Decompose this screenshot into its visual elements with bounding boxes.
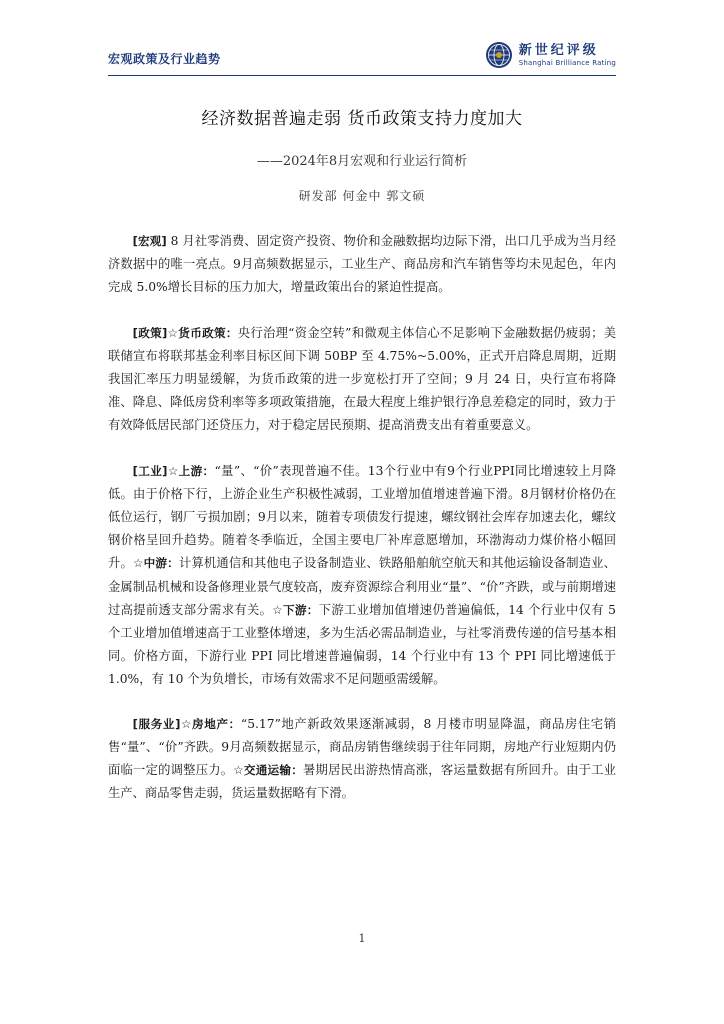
- subsection-tag-upstream: ☆上游：: [167, 463, 215, 478]
- subsection-tag-real-estate: ☆房地产：: [180, 716, 241, 731]
- subsection-tag-transport: ☆交通运输：: [233, 763, 304, 778]
- logo-text: [519, 44, 616, 67]
- document-body: [108, 230, 616, 828]
- paragraph-policy: [108, 322, 616, 438]
- globe-logo-icon: [485, 41, 513, 69]
- subsection-tag-midstream: ☆中游：: [132, 556, 179, 571]
- subsection-tag-downstream: ☆下游：: [272, 602, 319, 617]
- header-divider: [108, 75, 616, 76]
- paragraph-text: 下游工业增加值增速仍普遍偏低，14 个行业中仅有 5 个工业增加值增速高于工业整体增速，多为生活必需品制造业，与社零消费传递的信号基本相同。价格方面，下游行业 PPI 同比增速普遍偏弱，14 个行业中有 13 个 PPI 同比增速低于 1.0%，有 10 个为负增长，市场有效需求不足问题亟需缓解。: [108, 602, 616, 687]
- paragraph-text: 央行治理“资金空转”和微观主体信心不足影响下金融数据仍疲弱；美联储宣布将联邦基金利率目标区间下调 50BP 至 4.75%~5.00%，正式开启降息周期，近期我国汇率压力明显缓解，为货币政策的进一步宽松打开了空间；9 月 24 日，央行宣布将降准、降息、降低房贷利率等多项政策措施，在最大程度上维护银行净息差稳定的同时，致力于有效降低居民部门还贷压力，对于稳定居民预期、提高消费支出有着重要意义。: [108, 325, 617, 433]
- document-subtitle: ——2024年8月宏观和行业运行简析: [256, 154, 468, 169]
- section-tag-services: [服务业]: [132, 716, 181, 731]
- paragraph-text: “5.17”地产新政效果逐渐减弱，8 月楼市明显降温，商品房住宅销售“量”、“价”齐跌。9月高频数据显示，商品房销售继续弱于往年同期，房地产行业短期内仍面临一定的调整压力。: [108, 716, 616, 778]
- paragraph-text: 暑期居民出游热情高涨，客运量数据有所回升。由于工业生产、商品零售走弱，货运量数据略有下滑。: [108, 763, 616, 801]
- section-tag-industry: [工业]: [132, 463, 168, 478]
- subsection-tag-monetary: ☆货币政策：: [167, 325, 238, 340]
- section-tag-policy: [政策]: [132, 325, 168, 340]
- logo-english-name: Shanghai Brilliance Rating: [518, 58, 616, 67]
- logo-chinese-name: 新世纪评级: [518, 42, 599, 58]
- paragraph-services: [108, 713, 616, 806]
- page-number: 1: [358, 932, 366, 945]
- paragraph-macro: [108, 230, 616, 300]
- section-tag-macro: [宏观]: [132, 234, 167, 248]
- document-title: 经济数据普遍走弱 货币政策支持力度加大: [201, 109, 523, 129]
- page-header: [108, 36, 616, 76]
- document-authors: 研发部 何金中 郭文硕: [298, 189, 426, 203]
- brand-logo: [485, 38, 616, 72]
- paragraph-industry: [108, 460, 616, 692]
- paragraph-text: “量”、“价”表现普遍不佳。13个行业中有9个行业PPI同比增速较上月降低。由于价格下行，上游企业生产积极性减弱，工业增加值增速普遍下滑。8月钢材价格仍在低位运行，钢厂亏损加剧；9月以来，随着专项债发行提速，螺纹钢社会库存加速去化，螺纹钢价格呈回升趋势。随着冬季临近，全国主要电厂补库意愿增加，环渤海动力煤价格小幅回升。: [108, 463, 616, 571]
- header-title: 宏观政策及行业趋势: [108, 52, 221, 66]
- paragraph-text: 计算机通信和其他电子设备制造业、铁路船舶航空航天和其他运输设备制造业、金属制品机械和设备修理业景气度较高，废弃资源综合利用业“量”、“价”齐跌，或与前期增速过高提前透支部分需求有关。: [108, 556, 616, 617]
- paragraph-text: 8 月社零消费、固定资产投资、物价和金融数据均边际下滑，出口几乎成为当月经济数据中的唯一亮点。9月高频数据显示，工业生产、商品房和汽车销售等均未见起色，年内完成 5.0%增长目标的压力加大，增量政策出台的紧迫性提高。: [108, 234, 616, 295]
